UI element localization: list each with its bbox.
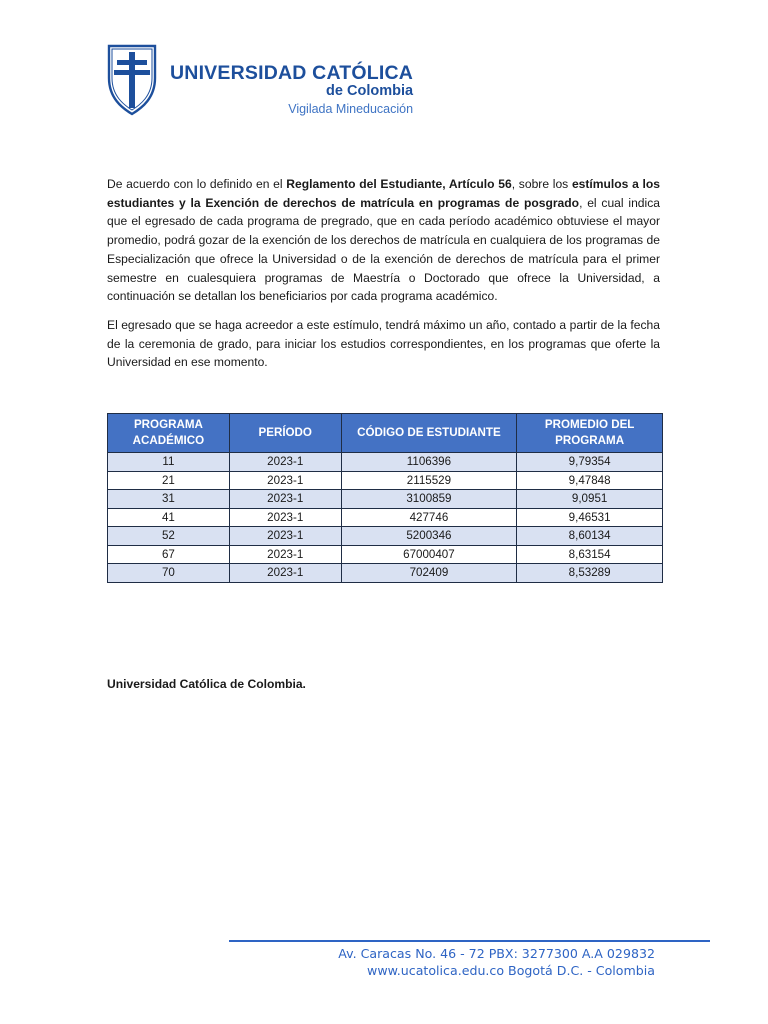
table-row xyxy=(108,471,663,490)
table-cell: 9,0951 xyxy=(517,490,663,509)
table-row xyxy=(108,490,663,509)
table-row xyxy=(108,545,663,564)
cross-shield-icon xyxy=(106,44,158,116)
footer-website: www.ucatolica.edu.co Bogotá D.C. - Colombia xyxy=(367,963,655,978)
table-cell: 8,63154 xyxy=(517,545,663,564)
table-cell: 11 xyxy=(108,453,230,472)
table-cell: 3100859 xyxy=(341,490,517,509)
table-row xyxy=(108,508,663,527)
table-cell: 21 xyxy=(108,471,230,490)
university-logo xyxy=(106,42,436,122)
paragraph-conditions: El egresado que se haga acreedor a este estímulo, tendrá máximo un año, contado a partir de la fecha de la ceremonia de grado, para iniciar los estudios correspondientes, en los programas que oferte la Universidad en ese momento. xyxy=(107,317,660,370)
table-cell: 427746 xyxy=(341,508,517,527)
table-cell: 8,53289 xyxy=(517,564,663,583)
paragraph-text: De acuerdo con lo definido en el xyxy=(107,177,287,191)
table-cell: 2023-1 xyxy=(229,471,341,490)
table-header-row xyxy=(108,414,663,453)
logo-tagline: Vigilada Mineducación xyxy=(288,102,414,116)
paragraph-text: , sobre los xyxy=(511,177,572,191)
table-cell: 2023-1 xyxy=(229,490,341,509)
table-row xyxy=(108,453,663,472)
table-cell: 2023-1 xyxy=(229,453,341,472)
table-cell: 702409 xyxy=(341,564,517,583)
bold-text: estímulos a los estudiantes y la Exención de derechos de matrícula en programas de posgrado xyxy=(107,177,661,210)
table-cell: 52 xyxy=(108,527,230,546)
bold-text: Reglamento del Estudiante, Artículo 56 xyxy=(286,177,512,191)
table-cell: 41 xyxy=(108,508,230,527)
beneficiaries-table xyxy=(107,413,663,583)
table-cell: 2023-1 xyxy=(229,508,341,527)
document-body xyxy=(107,175,660,382)
footer-divider xyxy=(229,940,710,942)
table-cell: 2023-1 xyxy=(229,545,341,564)
table-cell: 31 xyxy=(108,490,230,509)
signature: Universidad Católica de Colombia. xyxy=(107,677,306,691)
logo-subtitle: de Colombia xyxy=(326,83,414,99)
paragraph-intro xyxy=(107,175,660,306)
column-header: PROMEDIO DEL PROGRAMA xyxy=(517,414,663,453)
footer-address: Av. Caracas No. 46 - 72 PBX: 3277300 A.A 029832 xyxy=(338,946,655,961)
column-header: PERÍODO xyxy=(229,414,341,453)
table-cell: 70 xyxy=(108,564,230,583)
logo-title: UNIVERSIDAD CATÓLICA xyxy=(170,62,414,84)
table-row xyxy=(108,527,663,546)
table-cell: 9,79354 xyxy=(517,453,663,472)
table-cell: 1106396 xyxy=(341,453,517,472)
footer xyxy=(229,945,655,979)
table-cell: 2115529 xyxy=(341,471,517,490)
table-row xyxy=(108,564,663,583)
paragraph-text: , el cual indica que el egresado de cada programa de pregrado, que en cada período académico obtuviese el mayor promedio, podrá gozar de la exención de los derechos de matrícula en cualquiera de los programas de Especialización que ofrece la Universidad o de la exención de derechos de matrícula para el primer semestre en cualesquiera programas de Maestría o Doctorado que ofrece la Universidad, a continuación se detallan los beneficiarios por cada programa académico. xyxy=(107,195,660,304)
table-cell: 67000407 xyxy=(341,545,517,564)
table-cell: 2023-1 xyxy=(229,527,341,546)
table-cell: 9,47848 xyxy=(517,471,663,490)
table-cell: 9,46531 xyxy=(517,508,663,527)
table-cell: 5200346 xyxy=(341,527,517,546)
column-header: CÓDIGO DE ESTUDIANTE xyxy=(341,414,517,453)
column-header: PROGRAMA ACADÉMICO xyxy=(108,414,230,453)
table-cell: 67 xyxy=(108,545,230,564)
table-cell: 2023-1 xyxy=(229,564,341,583)
table-cell: 8,60134 xyxy=(517,527,663,546)
